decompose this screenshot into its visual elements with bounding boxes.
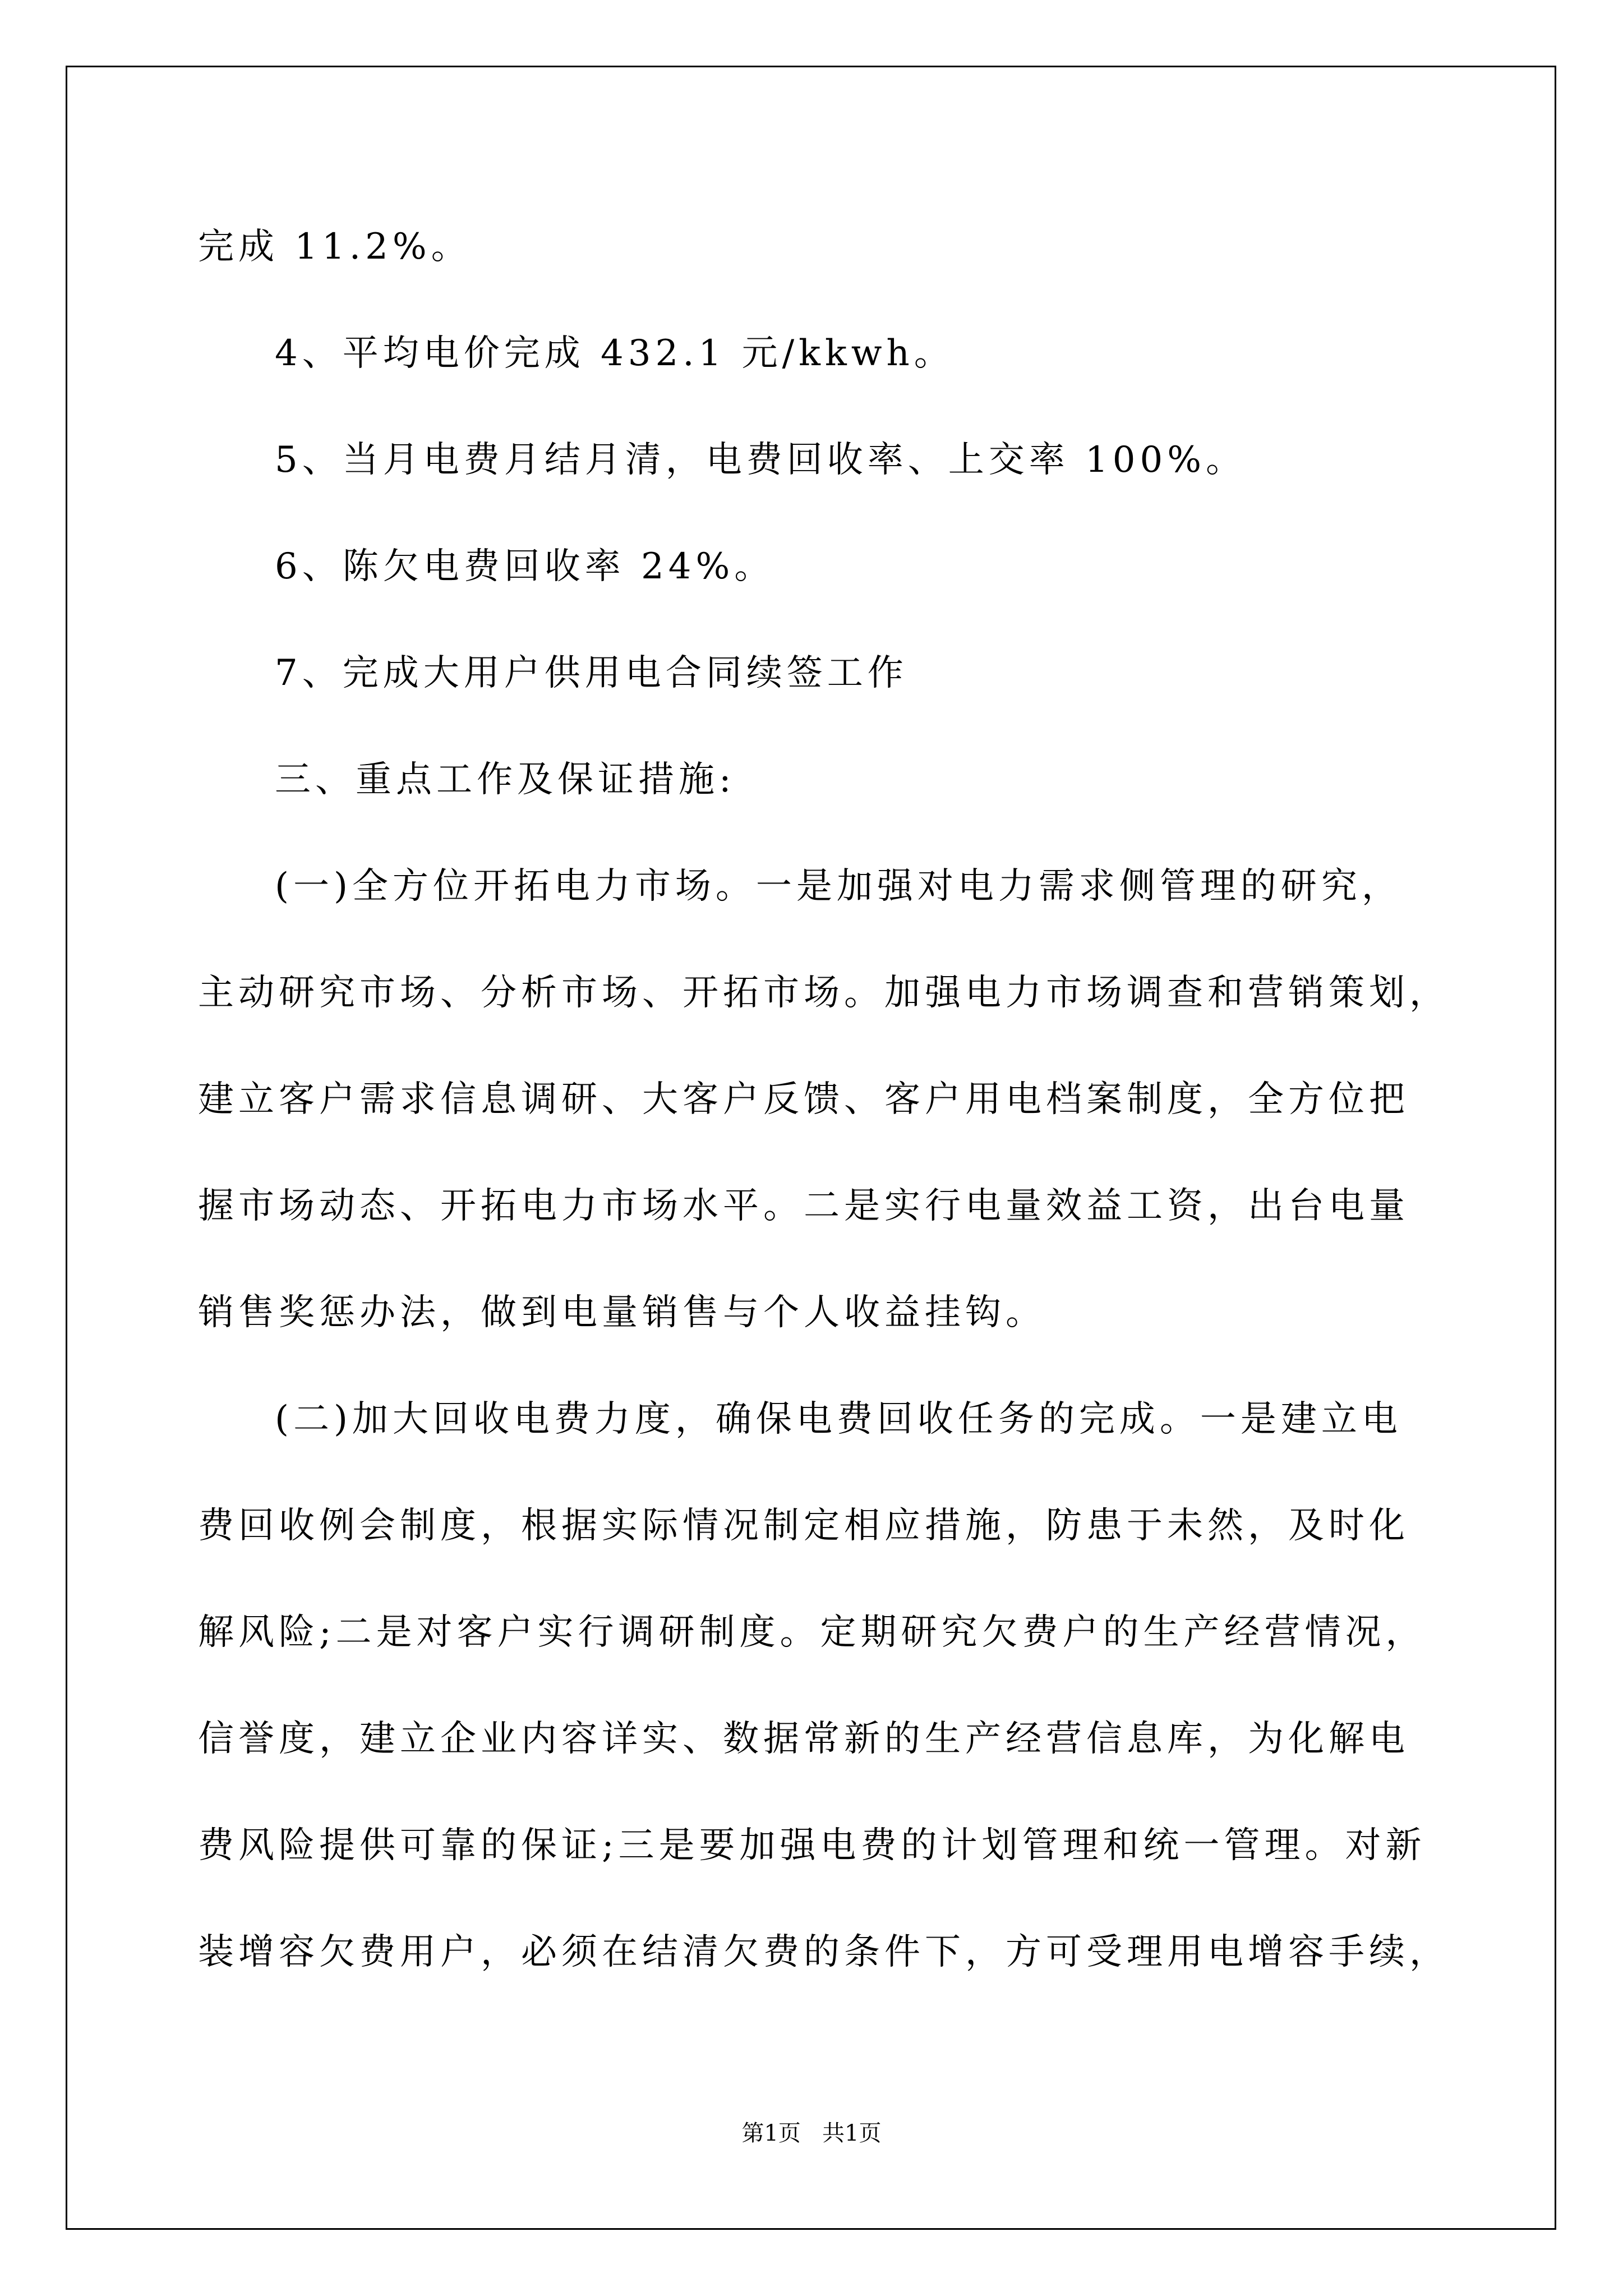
text-line: 装增容欠费用户，必须在结清欠费的条件下，方可受理用电增容手续， [198,1931,1450,1973]
text-line: 信誉度，建立企业内容详实、数据常新的生产经营信息库，为化解电 [198,1718,1409,1760]
text-line: 主动研究市场、分析市场、开拓市场。加强电力市场调查和营销策划， [198,972,1450,1014]
text-line: 解风险;二是对客户实行调研制度。定期研究欠费户的生产经营情况， [198,1612,1426,1653]
page-footer: 第1页 共1页 [741,2120,882,2146]
text-line: 7、完成大用户供用电合同续签工作 [275,652,908,694]
text-line: 4、平均电价完成 432.1 元/kkwh。 [275,333,955,374]
text-line: 完成 11.2%。 [198,226,472,268]
section-heading: 三、重点工作及保证措施: [275,759,736,800]
page-border [66,66,1556,2230]
text-line: 握市场动态、开拓电力市场水平。二是实行电量效益工资，出台电量 [198,1185,1409,1227]
text-line: 建立客户需求信息调研、大客户反馈、客户用电档案制度，全方位把 [198,1079,1409,1120]
text-line: (一)全方位开拓电力市场。一是加强对电力需求侧管理的研究， [275,866,1402,907]
text-line: 费回收例会制度，根据实际情况制定相应措施，防患于未然，及时化 [198,1505,1409,1547]
text-line: 费风险提供可靠的保证;三是要加强电费的计划管理和统一管理。对新 [198,1825,1426,1866]
text-line: 5、当月电费月结月清，电费回收率、上交率 100%。 [275,439,1247,481]
text-line: 6、陈欠电费回收率 24%。 [275,546,775,587]
text-line: 销售奖惩办法，做到电量销售与个人收益挂钩。 [198,1292,1046,1333]
text-line: (二)加大回收电费力度，确保电费回收任务的完成。一是建立电 [275,1398,1402,1440]
